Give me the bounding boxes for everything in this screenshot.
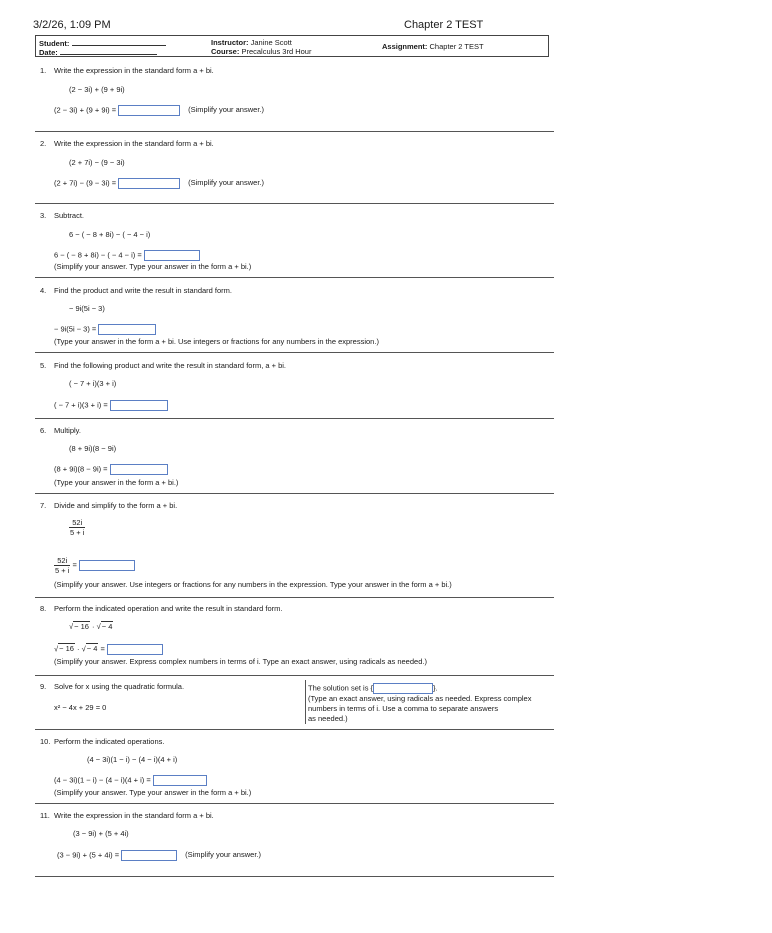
question-number: 8. (40, 604, 47, 613)
operator: · (92, 622, 95, 631)
question-prompt: Multiply. (54, 426, 81, 435)
print-date: 3/2/26, 1:09 PM (33, 19, 111, 31)
fraction-numerator: 52i (54, 556, 70, 566)
answer-lhs: (2 + 7i) − (9 − 3i) = (54, 178, 117, 188)
question-number: 1. (40, 66, 47, 75)
answer-lhs: (4 − 3i)(1 − i) − (4 − i)(4 + i) = (54, 775, 151, 785)
answer-hint: (Simplify your answer.) (185, 850, 261, 860)
question-9 (35, 680, 554, 730)
answer-lhs: ( − 7 + i)(3 + i) = (54, 400, 108, 410)
answer-hint: (Simplify your answer.) (188, 178, 264, 188)
answer-input[interactable] (110, 400, 168, 411)
divider (35, 729, 554, 730)
fraction-numerator: 52i (69, 518, 85, 528)
document-title: Chapter 2 TEST (404, 19, 484, 31)
course-label: Course: (211, 47, 240, 56)
question-number: 9. (40, 682, 47, 691)
answer-input[interactable] (79, 560, 135, 571)
answer-hint: (Simplify your answer.) (188, 105, 264, 115)
question-number: 2. (40, 139, 47, 148)
answer-lhs: (3 − 9i) + (5 + 4i) = (57, 850, 120, 860)
assignment-label: Assignment: (382, 42, 428, 51)
assignment-field (382, 42, 484, 51)
divider (35, 493, 554, 494)
answer-lhs: 6 − ( − 8 + 8i) − ( − 4 − i) = (54, 250, 142, 260)
solution-panel (305, 680, 555, 724)
divider (35, 597, 554, 598)
divider (35, 131, 554, 132)
answer-input[interactable] (121, 850, 177, 861)
answer-note: (Simplify your answer. Type your answer in the form a + bi.) (54, 788, 252, 797)
question-prompt: Perform the indicated operation and write the result in standard form. (54, 604, 283, 613)
date-blank[interactable] (60, 47, 157, 55)
instructor-field (211, 38, 292, 47)
divider (35, 876, 554, 877)
answer-lhs: (8 + 9i)(8 − 9i) = (54, 464, 108, 474)
answer-note: (Simplify your answer. Use integers or fractions for any numbers in the expression. Type your answer in the form a + bi.) (54, 580, 452, 589)
question-expression: √− 16 · √− 4 (69, 622, 113, 631)
question-expression: x² − 4x + 29 = 0 (54, 703, 107, 712)
radicand-2: − 4 (101, 622, 113, 631)
answer-input[interactable] (144, 250, 200, 261)
answer-lhs: (2 − 3i) + (9 + 9i) = (54, 105, 117, 115)
answer-note: (Type your answer in the form a + bi.) (54, 478, 179, 487)
question-expression: (4 − 3i)(1 − i) − (4 − i)(4 + i) (87, 755, 178, 764)
answer-input[interactable] (107, 644, 163, 655)
course-field (211, 47, 311, 56)
question-number: 3. (40, 211, 47, 220)
answer-input[interactable] (118, 105, 180, 116)
question-number: 7. (40, 501, 47, 510)
question-expression: ( − 7 + i)(3 + i) (69, 379, 117, 388)
divider (35, 352, 554, 353)
equals-sign: = (72, 560, 77, 570)
date-field (39, 47, 157, 57)
radicand-1: − 16 (74, 622, 89, 631)
solution-input[interactable] (373, 683, 433, 694)
question-prompt: Write the expression in the standard form a + bi. (54, 811, 214, 820)
question-fraction (69, 518, 85, 537)
question-number: 11. (40, 811, 50, 820)
solution-note-2: numbers in terms of i. Use a comma to separate answers (308, 704, 499, 713)
student-blank[interactable] (72, 38, 166, 46)
answer-input[interactable] (153, 775, 207, 786)
fraction-denominator: 5 + i (55, 566, 70, 575)
answer-note: (Type your answer in the form a + bi. Use integers or fractions for any numbers in the expression.) (54, 337, 379, 346)
answer-note: (Simplify your answer. Type your answer in the form a + bi.) (54, 262, 252, 271)
header-box (35, 35, 549, 57)
divider (35, 675, 554, 676)
question-1 (35, 66, 554, 132)
question-prompt: Write the expression in the standard form a + bi. (54, 66, 214, 75)
assignment-name: Chapter 2 TEST (429, 42, 484, 51)
question-prompt: Find the following product and write the result in standard form, a + bi. (54, 361, 286, 370)
question-expression: (2 − 3i) + (9 + 9i) (69, 85, 125, 94)
question-prompt: Solve for x using the quadratic formula. (54, 682, 185, 691)
solution-note-3: as needed.) (308, 714, 348, 723)
question-expression: (3 − 9i) + (5 + 4i) (73, 829, 129, 838)
question-number: 5. (40, 361, 47, 370)
instructor-name: Janine Scott (250, 38, 292, 47)
divider (35, 803, 554, 804)
instructor-label: Instructor: (211, 38, 249, 47)
solution-label: The solution set is { (308, 683, 374, 693)
question-number: 6. (40, 426, 47, 435)
question-prompt: Divide and simplify to the form a + bi. (54, 501, 178, 510)
question-number: 10. (40, 737, 51, 746)
divider (35, 277, 554, 278)
question-expression: (8 + 9i)(8 − 9i) (69, 444, 117, 453)
question-expression: (2 + 7i) − (9 − 3i) (69, 158, 125, 167)
answer-input[interactable] (98, 324, 156, 335)
course-name: Precalculus 3rd Hour (241, 47, 312, 56)
answer-note: (Simplify your answer. Express complex numbers in terms of i. Type an exact answer, using radicals as needed.) (54, 657, 427, 666)
radicand-1: − 16 (59, 644, 74, 654)
answer-input[interactable] (118, 178, 180, 189)
equals-sign: = (100, 644, 105, 654)
student-label: Student: (39, 39, 70, 48)
date-label: Date: (39, 48, 58, 57)
solution-close: }. (433, 683, 438, 693)
question-expression: − 9i(5i − 3) (69, 304, 105, 313)
operator: · (77, 644, 80, 654)
question-2 (35, 139, 554, 203)
divider (35, 203, 554, 204)
radicand-2: − 4 (86, 644, 98, 654)
question-expression: 6 − ( − 8 + 8i) − ( − 4 − i) (69, 230, 151, 239)
question-number: 4. (40, 286, 47, 295)
question-prompt: Subtract. (54, 211, 85, 220)
solution-note-1: (Type an exact answer, using radicals as needed. Express complex (308, 694, 532, 703)
answer-input[interactable] (110, 464, 168, 475)
question-prompt: Write the expression in the standard form a + bi. (54, 139, 214, 148)
answer-lhs: − 9i(5i − 3) = (54, 324, 97, 334)
divider (35, 418, 554, 419)
fraction-denominator: 5 + i (70, 528, 85, 537)
question-prompt: Find the product and write the result in standard form. (54, 286, 233, 295)
question-prompt: Perform the indicated operations. (54, 737, 165, 746)
